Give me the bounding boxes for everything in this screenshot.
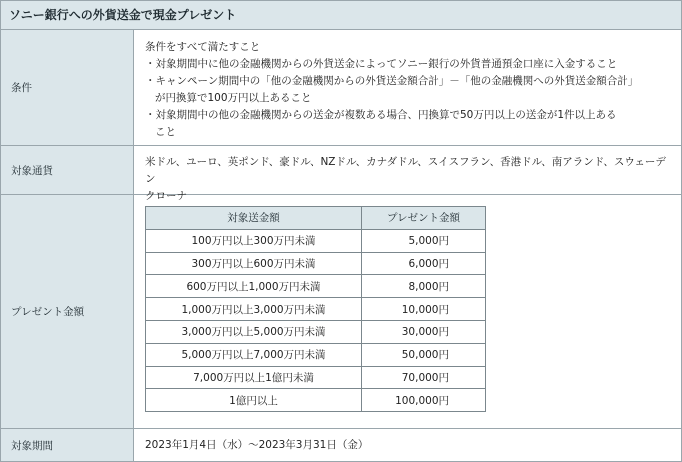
amount-cell: 50,000円 [362,343,486,366]
currencies-line: 米ドル、ユーロ、英ポンド、豪ドル、NZドル、カナダドル、スイスフラン、香港ドル、南アランド、スウェーデン [145,156,666,185]
condition-line: ・キャンペーン期間中の「他の金融機関からの外貨送金額合計」－「他の金融機関への外貨送金額合計」 [145,75,639,87]
table-header-row [146,207,486,230]
period-content [134,429,681,461]
condition-line: ・対象期間中に他の金融機関からの外貨送金によってソニー銀行の外貨普通預金口座に入金すること [145,58,618,70]
present-row [1,195,681,429]
conditions-row [1,30,681,146]
conditions-intro: 条件をすべて満たすこと [145,41,261,53]
range-cell: 300万円以上600万円未満 [146,252,362,275]
table-row [146,366,486,389]
range-cell: 7,000万円以上1億円未満 [146,366,362,389]
amount-cell: 10,000円 [362,298,486,321]
currencies-label: 対象通貨 [1,146,134,194]
currencies-row [1,146,681,202]
period-row [1,429,681,461]
range-cell: 1億円以上 [146,389,362,412]
range-cell: 1,000万円以上3,000万円未満 [146,298,362,321]
period-label: 対象期間 [1,429,134,461]
present-amount-table [145,206,486,412]
range-cell: 3,000万円以上5,000万円未満 [146,320,362,343]
conditions-label: 条件 [1,30,134,145]
table-row [146,320,486,343]
table-row [146,343,486,366]
header-present-amount: プレゼント金額 [362,207,486,230]
amount-cell: 100,000円 [362,389,486,412]
condition-line: ・対象期間中の他の金融機関からの送金が複数ある場合、円換算で50万円以上の送金が1件以上ある [145,109,617,121]
range-cell: 100万円以上300万円未満 [146,229,362,252]
condition-line: こと [155,126,176,138]
table-row [146,298,486,321]
condition-line: が円換算で100万円以上あること [155,92,312,104]
range-cell: 600万円以上1,000万円未満 [146,275,362,298]
range-cell: 5,000万円以上7,000万円未満 [146,343,362,366]
amount-cell: 5,000円 [362,229,486,252]
amount-cell: 70,000円 [362,366,486,389]
table-row [146,275,486,298]
header-target-amount: 対象送金額 [146,207,362,230]
currencies-content [134,146,681,202]
present-content [134,195,681,428]
conditions-content [134,30,681,145]
amount-cell: 6,000円 [362,252,486,275]
table-row [146,252,486,275]
currencies-line: クローナ [145,190,187,202]
present-label: プレゼント金額 [1,195,134,428]
period-value: 2023年1月4日（水）～2023年3月31日（金） [145,439,369,451]
table-row [146,389,486,412]
amount-cell: 30,000円 [362,320,486,343]
amount-cell: 8,000円 [362,275,486,298]
table-title: ソニー銀行への外貨送金で現金プレゼント [1,1,681,30]
table-row [146,229,486,252]
